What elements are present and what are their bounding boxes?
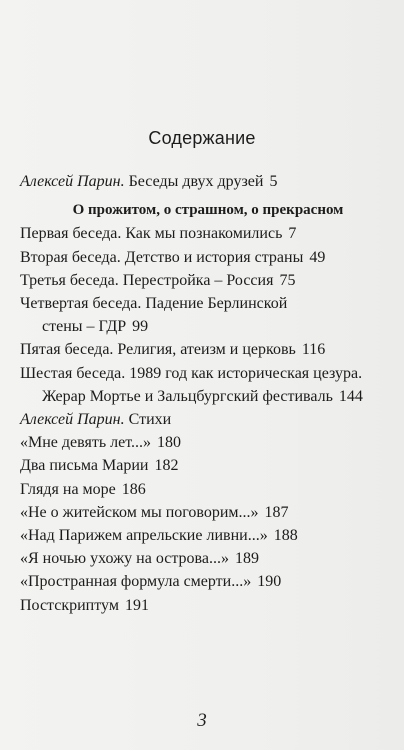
toc-page-number: 99 bbox=[132, 318, 149, 336]
toc-page-number: 189 bbox=[234, 550, 259, 568]
page-number: 3 bbox=[197, 710, 207, 731]
toc-entry-text: «Над Парижем апрельские ливни...» bbox=[20, 527, 268, 545]
toc-entry bbox=[20, 570, 396, 593]
toc-entry bbox=[20, 454, 396, 477]
toc-entry bbox=[20, 246, 396, 269]
toc-entry-text: «Пространная формула смерти...» bbox=[20, 573, 252, 591]
toc-page-number: 187 bbox=[264, 503, 289, 521]
page-title: Содержание bbox=[148, 128, 256, 148]
toc-page-number: 49 bbox=[309, 248, 326, 266]
toc-entry bbox=[20, 222, 396, 245]
toc-author: Алексей Парин. bbox=[20, 411, 125, 429]
table-of-contents bbox=[20, 170, 396, 617]
section-title: О прожитом, о страшном, о прекрасном bbox=[72, 202, 344, 219]
toc-entry-text: Постскриптум bbox=[20, 596, 119, 614]
toc-entry-continuation bbox=[20, 385, 396, 408]
toc-entry-text: «Не о житейском мы поговорим...» bbox=[20, 503, 259, 521]
toc-entry bbox=[20, 524, 396, 547]
toc-entry bbox=[20, 292, 396, 315]
toc-entry bbox=[20, 478, 396, 501]
toc-page-number: 180 bbox=[157, 434, 181, 452]
toc-entry-poems bbox=[20, 408, 396, 431]
toc-entry-intro bbox=[20, 170, 396, 193]
toc-entry bbox=[20, 501, 396, 524]
toc-entry-continuation bbox=[20, 315, 396, 338]
toc-entry-text: Пятая беседа. Религия, атеизм и церковь bbox=[20, 341, 296, 359]
toc-entry-text: стены – ГДР bbox=[42, 318, 127, 336]
toc-entry-text: Первая беседа. Как мы познакомились bbox=[20, 225, 283, 243]
toc-entry-text: Беседы двух друзей bbox=[128, 173, 264, 190]
toc-entry bbox=[20, 594, 396, 617]
toc-entry-text: Четвертая беседа. Падение Берлинской bbox=[20, 295, 288, 313]
toc-page-number: 144 bbox=[338, 387, 363, 405]
toc-page-number: 191 bbox=[124, 596, 149, 614]
toc-entry bbox=[20, 431, 396, 454]
toc-entry-text: Шестая беседа. 1989 год как историческая цезура. bbox=[20, 364, 363, 382]
toc-page-number: 5 bbox=[269, 173, 278, 190]
toc-page-number: 186 bbox=[121, 480, 146, 498]
toc-entry-text: Два письма Марии bbox=[20, 457, 149, 475]
toc-page-number: 116 bbox=[301, 341, 326, 359]
toc-entry-text: «Мне девять лет...» bbox=[20, 434, 151, 452]
toc-entry bbox=[20, 269, 396, 292]
toc-page-number: 190 bbox=[257, 573, 282, 591]
toc-entry-text: Жерар Мортье и Зальцбургский фестиваль bbox=[42, 387, 333, 405]
toc-entry-text: Вторая беседа. Детство и история страны bbox=[20, 248, 304, 266]
toc-entry-text: Третья беседа. Перестройка – Россия bbox=[20, 271, 274, 289]
toc-entry bbox=[20, 547, 396, 570]
toc-entry-text: Стихи bbox=[128, 411, 172, 429]
toc-page-number: 188 bbox=[273, 527, 298, 545]
toc-page-number: 75 bbox=[279, 271, 296, 289]
toc-entry bbox=[20, 338, 396, 361]
toc-author: Алексей Парин. bbox=[20, 173, 125, 190]
toc-page-number: 182 bbox=[154, 457, 179, 475]
toc-page-number: 7 bbox=[288, 225, 297, 243]
toc-entry-text: «Я ночью ухожу на острова...» bbox=[20, 550, 229, 568]
toc-entry bbox=[20, 362, 396, 385]
toc-entry-text: Глядя на море bbox=[20, 480, 116, 498]
